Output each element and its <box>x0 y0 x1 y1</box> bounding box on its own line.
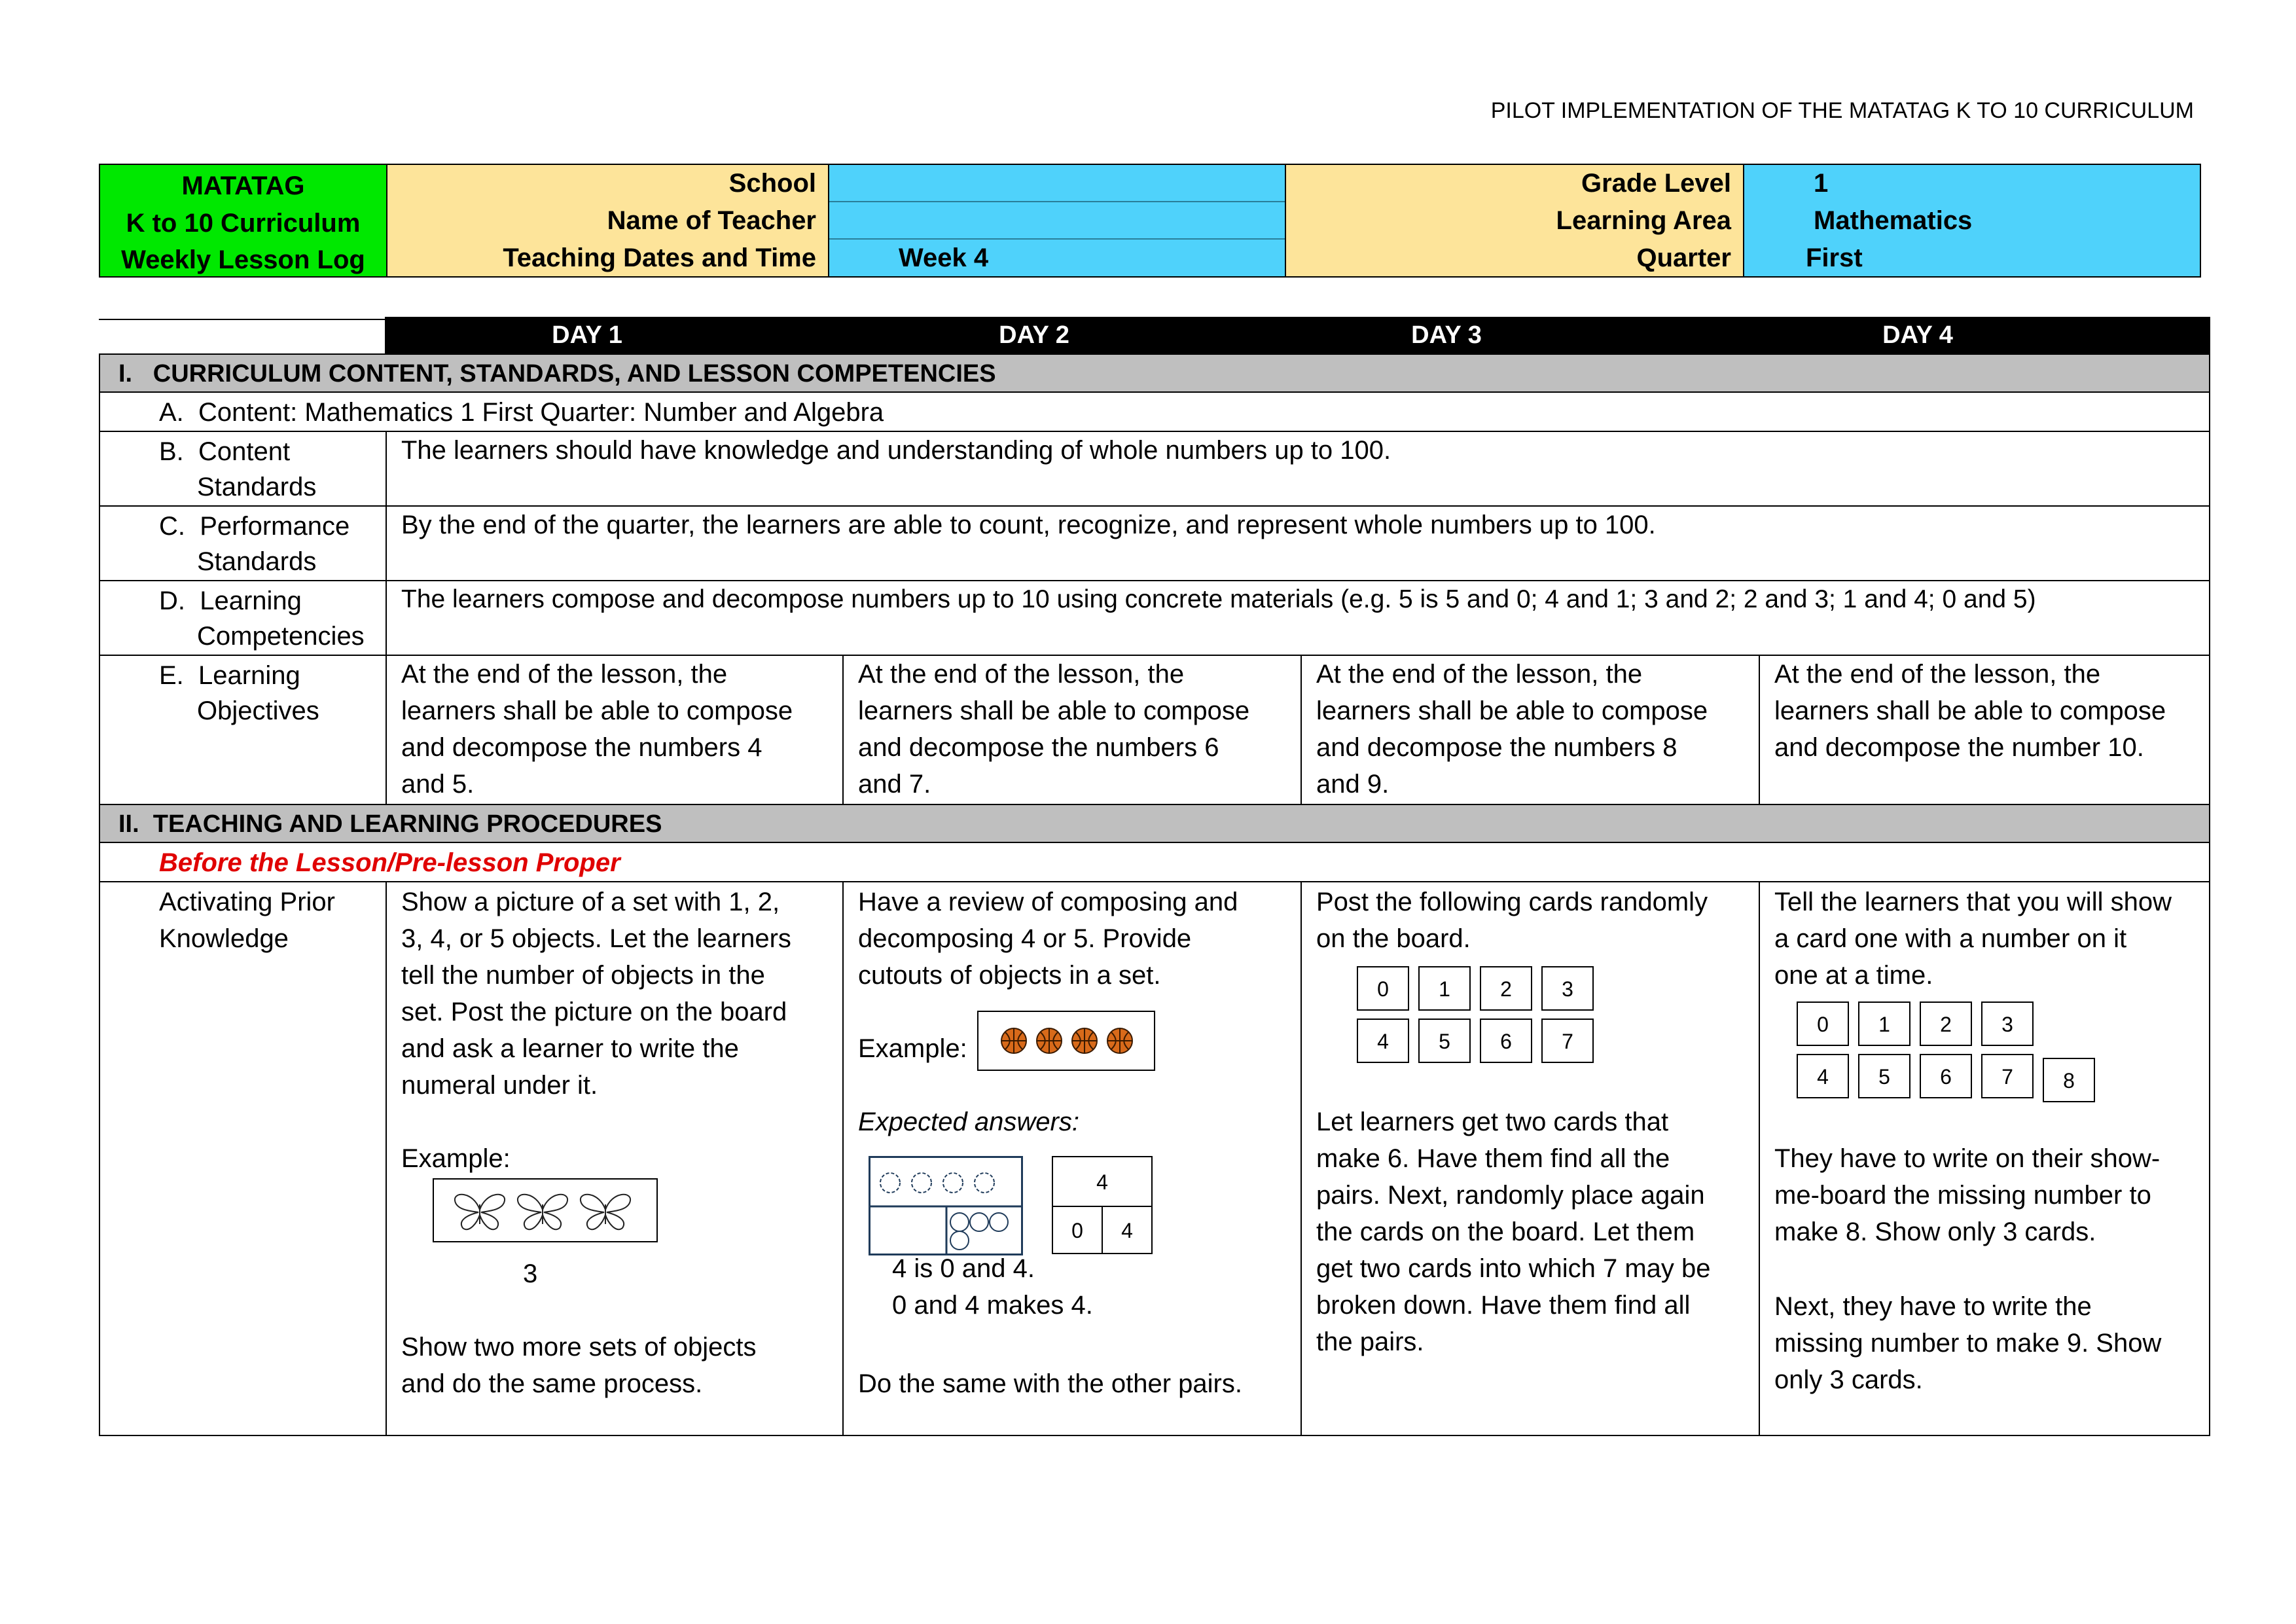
butterfly-set <box>434 1180 656 1241</box>
number-card: 5 <box>1858 1054 1910 1098</box>
row-e-label-1: E. Learning <box>159 661 300 690</box>
dashed-circle-icon <box>912 1173 931 1193</box>
day4-closing-1: Next, they have to write the <box>1774 1292 2092 1321</box>
activating-label-2: Knowledge <box>159 924 289 953</box>
row-e-day-4 <box>1759 655 2210 805</box>
grade-value: 1 <box>1814 169 1829 198</box>
activating-day-4 <box>1759 881 2210 1436</box>
log-title-block <box>99 164 387 278</box>
day2-answer-1: 4 is 0 and 4. <box>892 1254 1035 1283</box>
row-d-label-2: Competencies <box>197 622 365 651</box>
number-card: 0 <box>1797 1001 1849 1046</box>
row-e-day-3 <box>1300 655 1760 805</box>
composition-circles <box>870 1158 1021 1254</box>
objective-line: At the end of the lesson, the <box>401 660 728 689</box>
number-card: 0 <box>1357 966 1409 1011</box>
log-title-line-1: MATATAG <box>181 171 305 200</box>
day1-example-answer: 3 <box>523 1259 538 1288</box>
objective-line: learners shall be able to compose <box>858 696 1250 725</box>
day1-line-4: set. Post the picture on the board <box>401 998 787 1026</box>
right-values-block <box>1743 164 2201 278</box>
row-b-label-2: Standards <box>197 473 317 501</box>
day3-closing-3: pairs. Next, randomly place again <box>1316 1181 1705 1210</box>
day4-closing-2: missing number to make 9. Show <box>1774 1329 2162 1358</box>
day1-example-label: Example: <box>401 1144 511 1173</box>
day1-line-3: tell the number of objects in the <box>401 961 765 990</box>
area-label: Learning Area <box>1556 206 1731 235</box>
circle-icon <box>990 1213 1008 1231</box>
area-value: Mathematics <box>1814 206 1973 235</box>
objective-line: At the end of the lesson, the <box>1774 660 2101 689</box>
objective-line: and 9. <box>1316 770 1390 799</box>
day3-closing-5: get two cards into which 7 may be <box>1316 1254 1711 1283</box>
day2-closing: Do the same with the other pairs. <box>858 1369 1242 1398</box>
basketball-set <box>978 1012 1154 1070</box>
day-header-spacer <box>99 319 387 355</box>
objective-line: and decompose the number 10. <box>1774 733 2144 762</box>
day4-middle-1: They have to write on their show- <box>1774 1144 2161 1173</box>
butterfly-icon <box>581 1195 630 1229</box>
objective-line: learners shall be able to compose <box>401 696 793 725</box>
bond-part-1: 0 <box>1052 1206 1103 1254</box>
day1-closing-2: and do the same process. <box>401 1369 703 1398</box>
day4-line-1: Tell the learners that you will show <box>1774 888 2172 916</box>
day3-line-1: Post the following cards randomly <box>1316 888 1708 916</box>
day4-line-3: one at a time. <box>1774 961 1933 990</box>
row-d-label-1: D. Learning <box>159 586 302 615</box>
right-labels-block <box>1285 164 1744 278</box>
day-4-header: DAY 4 <box>1715 317 2121 355</box>
row-b-text: The learners should have knowledge and understanding of whole numbers up to 100. <box>386 431 2210 507</box>
day-1-header: DAY 1 <box>385 317 789 355</box>
objective-line: and decompose the numbers 6 <box>858 733 1219 762</box>
day-3-header: DAY 3 <box>1244 317 1649 355</box>
activating-label-1: Activating Prior <box>159 888 335 916</box>
bond-whole: 4 <box>1052 1156 1153 1207</box>
day4-closing-3: only 3 cards. <box>1774 1365 1923 1394</box>
basketball-icon <box>1072 1028 1097 1053</box>
number-card: 6 <box>1480 1019 1532 1063</box>
objective-line: and decompose the numbers 4 <box>401 733 762 762</box>
row-c-text: By the end of the quarter, the learners are able to count, recognize, and represent whole numbers up to 100. <box>386 505 2210 581</box>
school-field[interactable] <box>829 165 1285 202</box>
day2-line-2: decomposing 4 or 5. Provide <box>858 924 1192 953</box>
row-a-content: A. Content: Mathematics 1 First Quarter: Number and Algebra <box>99 391 2210 432</box>
day4-middle-3: make 8. Show only 3 cards. <box>1774 1218 2096 1246</box>
grade-label: Grade Level <box>1581 169 1731 198</box>
objective-line: At the end of the lesson, the <box>858 660 1185 689</box>
butterfly-picture <box>433 1178 658 1242</box>
section-1-title: I. CURRICULUM CONTENT, STANDARDS, AND LESSON COMPETENCIES <box>99 353 2210 393</box>
number-card: 3 <box>1981 1001 2034 1046</box>
teacher-field[interactable] <box>829 202 1285 240</box>
row-c-label-cell <box>99 505 387 581</box>
teacher-label: Name of Teacher <box>607 206 816 235</box>
day3-closing-1: Let learners get two cards that <box>1316 1108 1669 1136</box>
day3-closing-7: the pairs. <box>1316 1327 1424 1356</box>
day2-answer-2: 0 and 4 makes 4. <box>892 1291 1093 1320</box>
day3-closing-4: the cards on the board. Let them <box>1316 1218 1695 1246</box>
row-e-label-cell <box>99 655 387 805</box>
number-card: 7 <box>1981 1054 2034 1098</box>
day2-line-3: cutouts of objects in a set. <box>858 961 1161 990</box>
circle-icon <box>950 1231 969 1250</box>
day1-line-5: and ask a learner to write the <box>401 1034 739 1063</box>
day1-line-2: 3, 4, or 5 objects. Let the learners <box>401 924 791 953</box>
number-card: 7 <box>1541 1019 1594 1063</box>
row-e-day-1 <box>386 655 844 805</box>
number-card: 1 <box>1858 1001 1910 1046</box>
row-d-label-cell <box>99 580 387 656</box>
basketball-icon <box>1037 1028 1062 1053</box>
day4-line-2: a card one with a number on it <box>1774 924 2127 953</box>
day4-middle-2: me-board the missing number to <box>1774 1181 2151 1210</box>
number-card: 3 <box>1541 966 1594 1011</box>
day-2-header: DAY 2 <box>838 317 1230 355</box>
activating-day-2 <box>842 881 1302 1436</box>
quarter-value: First <box>1806 244 1863 272</box>
number-card: 2 <box>1920 1001 1972 1046</box>
dates-value: Week 4 <box>899 244 989 272</box>
number-card: 1 <box>1418 966 1471 1011</box>
activating-day-3 <box>1300 881 1760 1436</box>
before-lesson-heading: Before the Lesson/Pre-lesson Proper <box>159 848 620 877</box>
log-title-line-3: Weekly Lesson Log <box>121 245 365 274</box>
day1-closing-1: Show two more sets of objects <box>401 1333 757 1362</box>
number-card: 4 <box>1797 1054 1849 1098</box>
basketball-picture <box>977 1011 1155 1071</box>
day3-line-2: on the board. <box>1316 924 1471 953</box>
log-title-line-2: K to 10 Curriculum <box>126 209 361 238</box>
butterfly-icon <box>455 1195 505 1229</box>
composition-diagram <box>869 1156 1023 1255</box>
day2-expected-label: Expected answers: <box>858 1108 1079 1136</box>
number-card: 8 <box>2043 1058 2095 1102</box>
day2-line-1: Have a review of composing and <box>858 888 1238 916</box>
day3-closing-6: broken down. Have them find all <box>1316 1291 1691 1320</box>
row-e-label-2: Objectives <box>197 696 319 725</box>
row-c-label-2: Standards <box>197 547 317 576</box>
objective-line: learners shall be able to compose <box>1316 696 1708 725</box>
day1-line-6: numeral under it. <box>401 1071 598 1100</box>
row-d-text: The learners compose and decompose numbers up to 10 using concrete materials (e.g. 5 is 5 and 0; 4 and 1; 3 and 2; 2 and 3; 1 and 4; 0 and 5) <box>386 580 2210 656</box>
dashed-circle-icon <box>975 1173 994 1193</box>
row-b-label-1: B. Content <box>159 437 291 466</box>
row-b-label-cell <box>99 431 387 507</box>
number-card: 4 <box>1357 1019 1409 1063</box>
number-card: 5 <box>1418 1019 1471 1063</box>
quarter-label: Quarter <box>1636 244 1731 272</box>
bond-part-2: 4 <box>1102 1206 1153 1254</box>
before-lesson-row <box>99 842 2210 882</box>
left-values-block <box>828 164 1286 278</box>
basketball-icon <box>1001 1028 1026 1053</box>
circle-icon <box>950 1213 969 1231</box>
dashed-circle-icon <box>880 1173 900 1193</box>
objective-line: and 5. <box>401 770 475 799</box>
section-2-title: II. TEACHING AND LEARNING PROCEDURES <box>99 804 2210 843</box>
activating-day-1 <box>386 881 844 1436</box>
pilot-header-note: PILOT IMPLEMENTATION OF THE MATATAG K TO 10 CURRICULUM <box>1490 98 2194 123</box>
dates-label: Teaching Dates and Time <box>503 244 816 272</box>
basketball-icon <box>1107 1028 1132 1053</box>
butterfly-icon <box>518 1195 567 1229</box>
number-card: 6 <box>1920 1054 1972 1098</box>
day3-closing-2: make 6. Have them find all the <box>1316 1144 1670 1173</box>
objective-line: and 7. <box>858 770 931 799</box>
objective-line: and decompose the numbers 8 <box>1316 733 1677 762</box>
circle-icon <box>970 1213 988 1231</box>
row-e-day-2 <box>842 655 1302 805</box>
school-label: School <box>728 169 816 198</box>
dashed-circle-icon <box>943 1173 963 1193</box>
objective-line: At the end of the lesson, the <box>1316 660 1643 689</box>
number-card: 2 <box>1480 966 1532 1011</box>
row-c-label-1: C. Performance <box>159 512 350 541</box>
left-labels-block <box>386 164 829 278</box>
day2-example-label: Example: <box>858 1034 967 1063</box>
activating-label-cell <box>99 881 387 1436</box>
day1-line-1: Show a picture of a set with 1, 2, <box>401 888 780 916</box>
objective-line: learners shall be able to compose <box>1774 696 2166 725</box>
